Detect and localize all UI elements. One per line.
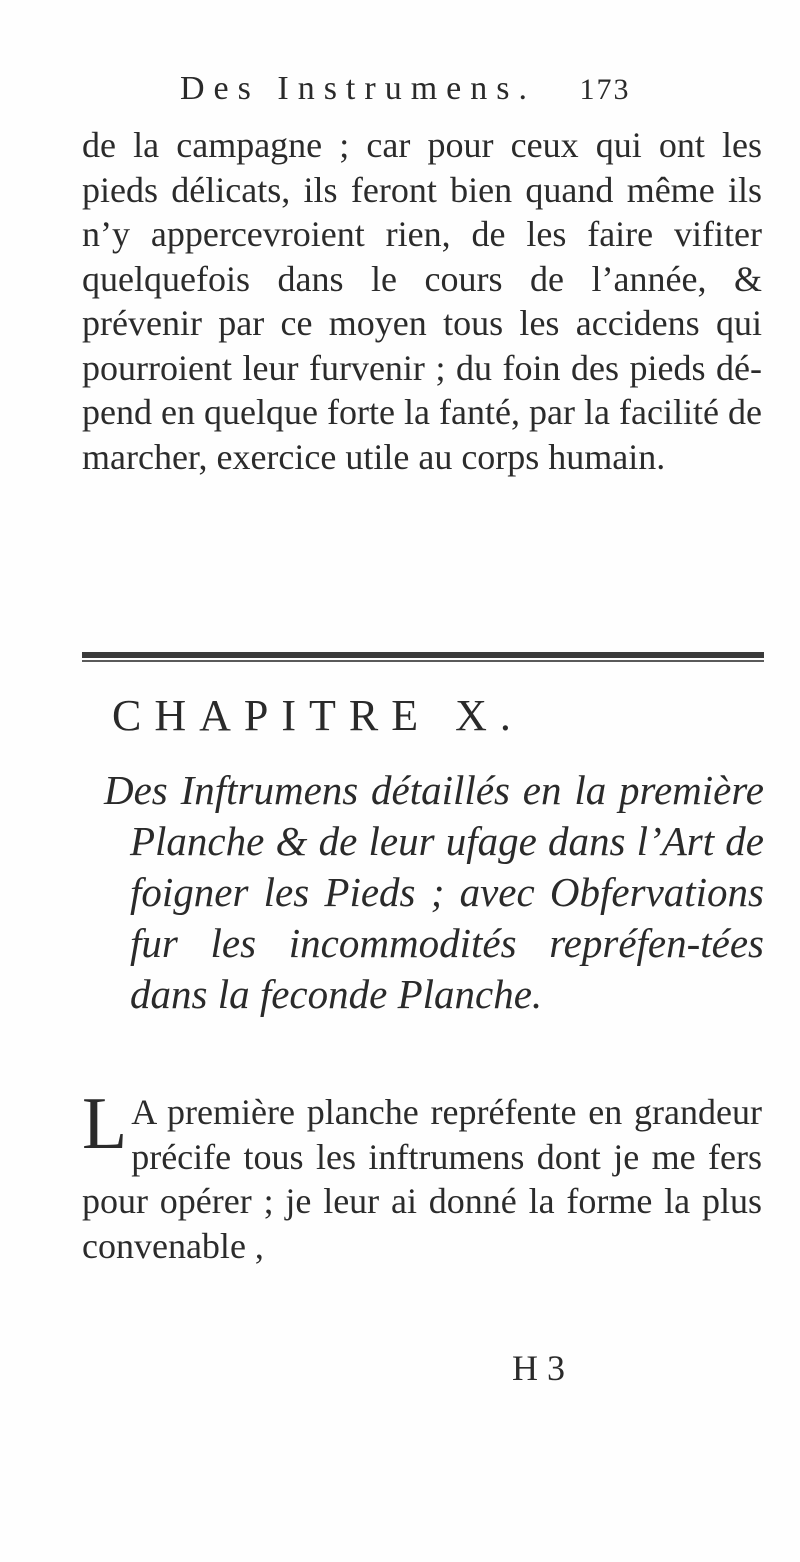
divider-thick-line	[82, 652, 764, 658]
signature-mark: H 3	[512, 1348, 565, 1388]
chapter-title	[104, 765, 764, 1020]
chapter-title-text: Des Inftrumens détaillés en la première Planche & de leur ufage dans l’Art de foigner les Pieds ; avec Obfervations fur les incommodités repréfen-tées dans la feconde Planche.	[104, 767, 764, 1017]
section-divider	[82, 652, 764, 662]
chapter-opening-paragraph	[82, 1083, 762, 1268]
paragraph-continuation	[82, 123, 762, 479]
paragraph-text: A première planche repréfente en grandeur précife tous les inftrumens dont je me fers pour opérer ; je leur ai donné la forme la plus convenable ,	[82, 1092, 762, 1266]
drop-cap: L	[82, 1083, 128, 1165]
running-head	[180, 70, 780, 108]
divider-thin-line	[82, 660, 764, 662]
paragraph-text: de la campagne ; car pour ceux qui ont les pieds délicats, ils feront bien quand même ils n’y appercevroient rien, de les faire vifiter quelquefois dans le cours de l’année, & prévenir par ce moyen tous les accidens qui pourroient leur furvenir ; du foin des pieds dé-pend en quelque forte la fanté, par la facilité de marcher, exercice utile au corps humain.	[82, 125, 762, 477]
running-title: Des Instrumens.	[180, 70, 536, 107]
chapter-heading: CHAPITRE X.	[112, 691, 524, 740]
page-number: 173	[579, 73, 631, 106]
